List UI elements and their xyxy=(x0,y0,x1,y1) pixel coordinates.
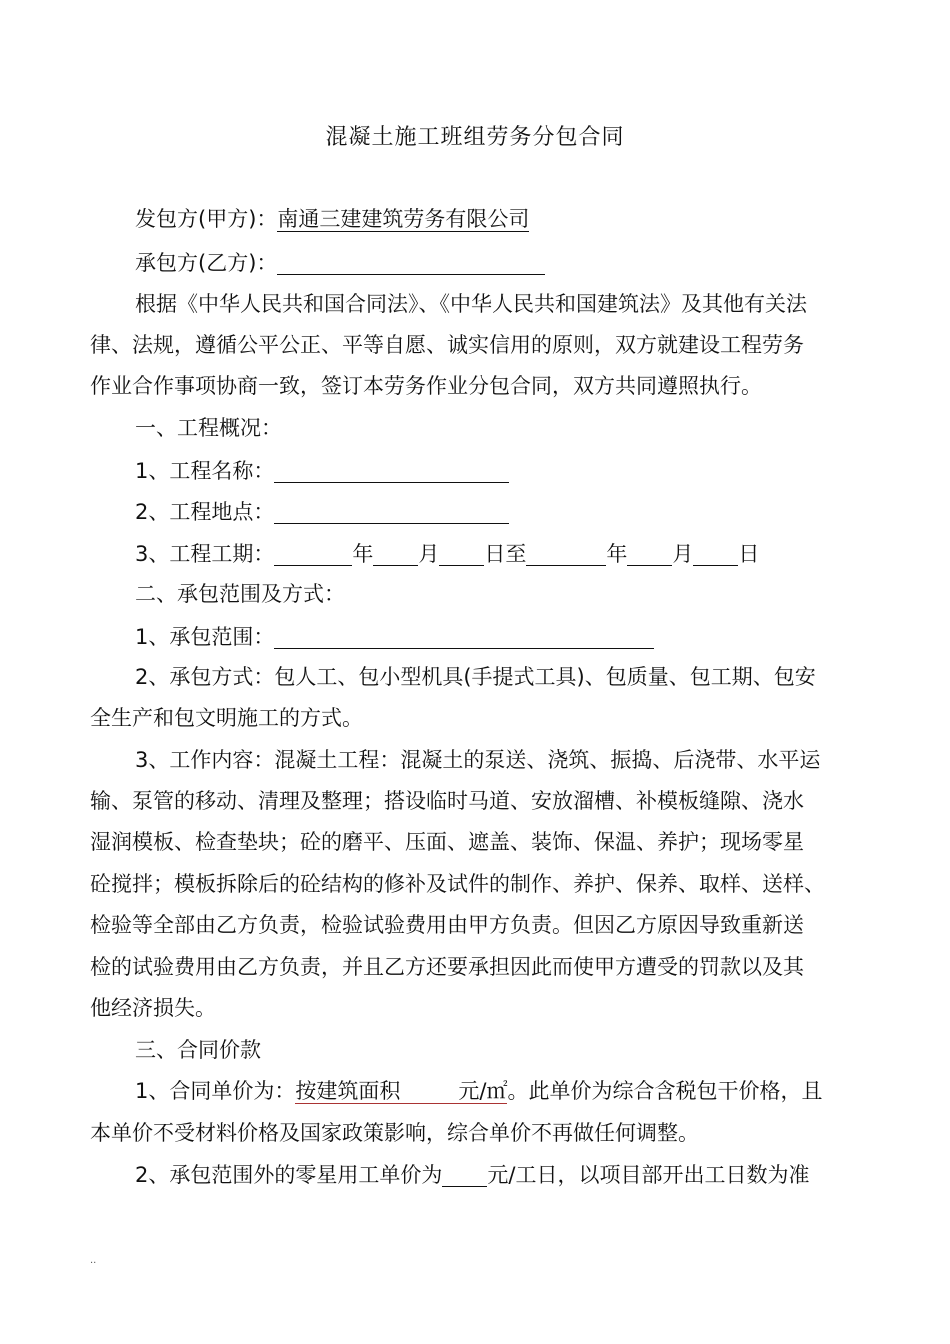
work-line-5: 检验等全部由乙方负责，检验试验费用由甲方负责。但因乙方原因导致重新送 xyxy=(90,913,804,937)
month-text: 月 xyxy=(418,542,440,566)
end-day-blank xyxy=(693,541,738,566)
party-b-blank xyxy=(277,250,545,275)
end-month-blank xyxy=(627,541,672,566)
month-text-2: 月 xyxy=(672,542,694,566)
project-period-line xyxy=(135,541,910,566)
extra-labor-suffix: 元/工日，以项目部开出工日数为准 xyxy=(487,1163,810,1187)
project-location-blank xyxy=(274,499,509,524)
year-text: 年 xyxy=(352,542,374,566)
footer-mark: .. xyxy=(90,1255,97,1266)
document-title: 混凝土施工班组劳务分包合同 xyxy=(325,125,625,150)
project-period-label: 3、工程工期： xyxy=(135,542,275,566)
price-line-1 xyxy=(135,1079,910,1104)
project-location-label: 2、工程地点： xyxy=(135,500,275,524)
price-value: 按建筑面积 xyxy=(295,1079,401,1103)
preamble-line-2: 律、法规，遵循公平公正、平等自愿、诚实信用的原则，双方就建设工程劳务 xyxy=(90,333,804,357)
party-b-label: 承包方(乙方)： xyxy=(135,251,278,275)
day-text: 日 xyxy=(738,542,760,566)
price-line-2: 本单价不受材料价格及国家政策影响，综合单价不再做任何调整。 xyxy=(90,1121,699,1145)
extra-labor-blank xyxy=(442,1162,487,1187)
project-name-label: 1、工程名称： xyxy=(135,459,275,483)
party-b-line xyxy=(135,250,910,275)
section2-heading: 二、承包范围及方式： xyxy=(135,582,345,606)
project-name-blank xyxy=(274,458,509,483)
work-line-7: 他经济损失。 xyxy=(90,996,216,1020)
work-line-4: 砼搅拌；模板拆除后的砼结构的修补及试件的制作、养护、保养、取样、送样、 xyxy=(90,872,825,896)
section3-heading: 三、合同价款 xyxy=(135,1038,261,1062)
scope-blank xyxy=(274,624,654,649)
extra-labor-line xyxy=(135,1162,910,1187)
work-line-1: 3、工作内容：混凝土工程：混凝土的泵送、浇筑、振捣、后浇带、水平运 xyxy=(135,748,821,772)
price-label: 1、合同单价为： xyxy=(135,1079,296,1103)
year-text-2: 年 xyxy=(606,542,628,566)
end-year-blank xyxy=(526,541,606,566)
start-day-blank xyxy=(439,541,484,566)
start-year-blank xyxy=(274,541,352,566)
start-month-blank xyxy=(373,541,418,566)
price-unit: 元/㎡ xyxy=(458,1079,508,1103)
preamble-line-3: 作业合作事项协商一致，签订本劳务作业分包合同，双方共同遵照执行。 xyxy=(90,374,762,398)
extra-labor-prefix: 2、承包范围外的零星用工单价为 xyxy=(135,1163,443,1187)
project-location-line xyxy=(135,499,910,524)
preamble-line-1: 根据《中华人民共和国合同法》、《中华人民共和国建筑法》及其他有关法 xyxy=(135,292,807,316)
section1-heading: 一、工程概况： xyxy=(135,416,282,440)
party-a-line xyxy=(135,207,910,232)
method-line-2: 全生产和包文明施工的方式。 xyxy=(90,706,363,730)
party-a-value: 南通三建建筑劳务有限公司 xyxy=(277,207,530,231)
scope-label: 1、承包范围： xyxy=(135,625,275,649)
work-line-6: 检的试验费用由乙方负责，并且乙方还要承担因此而使甲方遭受的罚款以及其 xyxy=(90,955,804,979)
price-rest: 。此单价为综合含税包干价格，且 xyxy=(507,1079,823,1103)
work-line-2: 输、泵管的移动、清理及整理；搭设临时马道、安放溜槽、补模板缝隙、浇水 xyxy=(90,789,804,813)
method-line-1: 2、承包方式：包人工、包小型机具(手提式工具)、包质量、包工期、包安 xyxy=(135,665,816,689)
scope-line xyxy=(135,624,910,649)
price-value-field xyxy=(295,1079,507,1104)
party-a-label: 发包方(甲方)： xyxy=(135,207,278,231)
project-name-line xyxy=(135,458,910,483)
day-to-text: 日至 xyxy=(484,542,527,566)
work-line-3: 湿润模板、检查垫块；砼的磨平、压面、遮盖、装饰、保温、养护；现场零星 xyxy=(90,830,804,854)
